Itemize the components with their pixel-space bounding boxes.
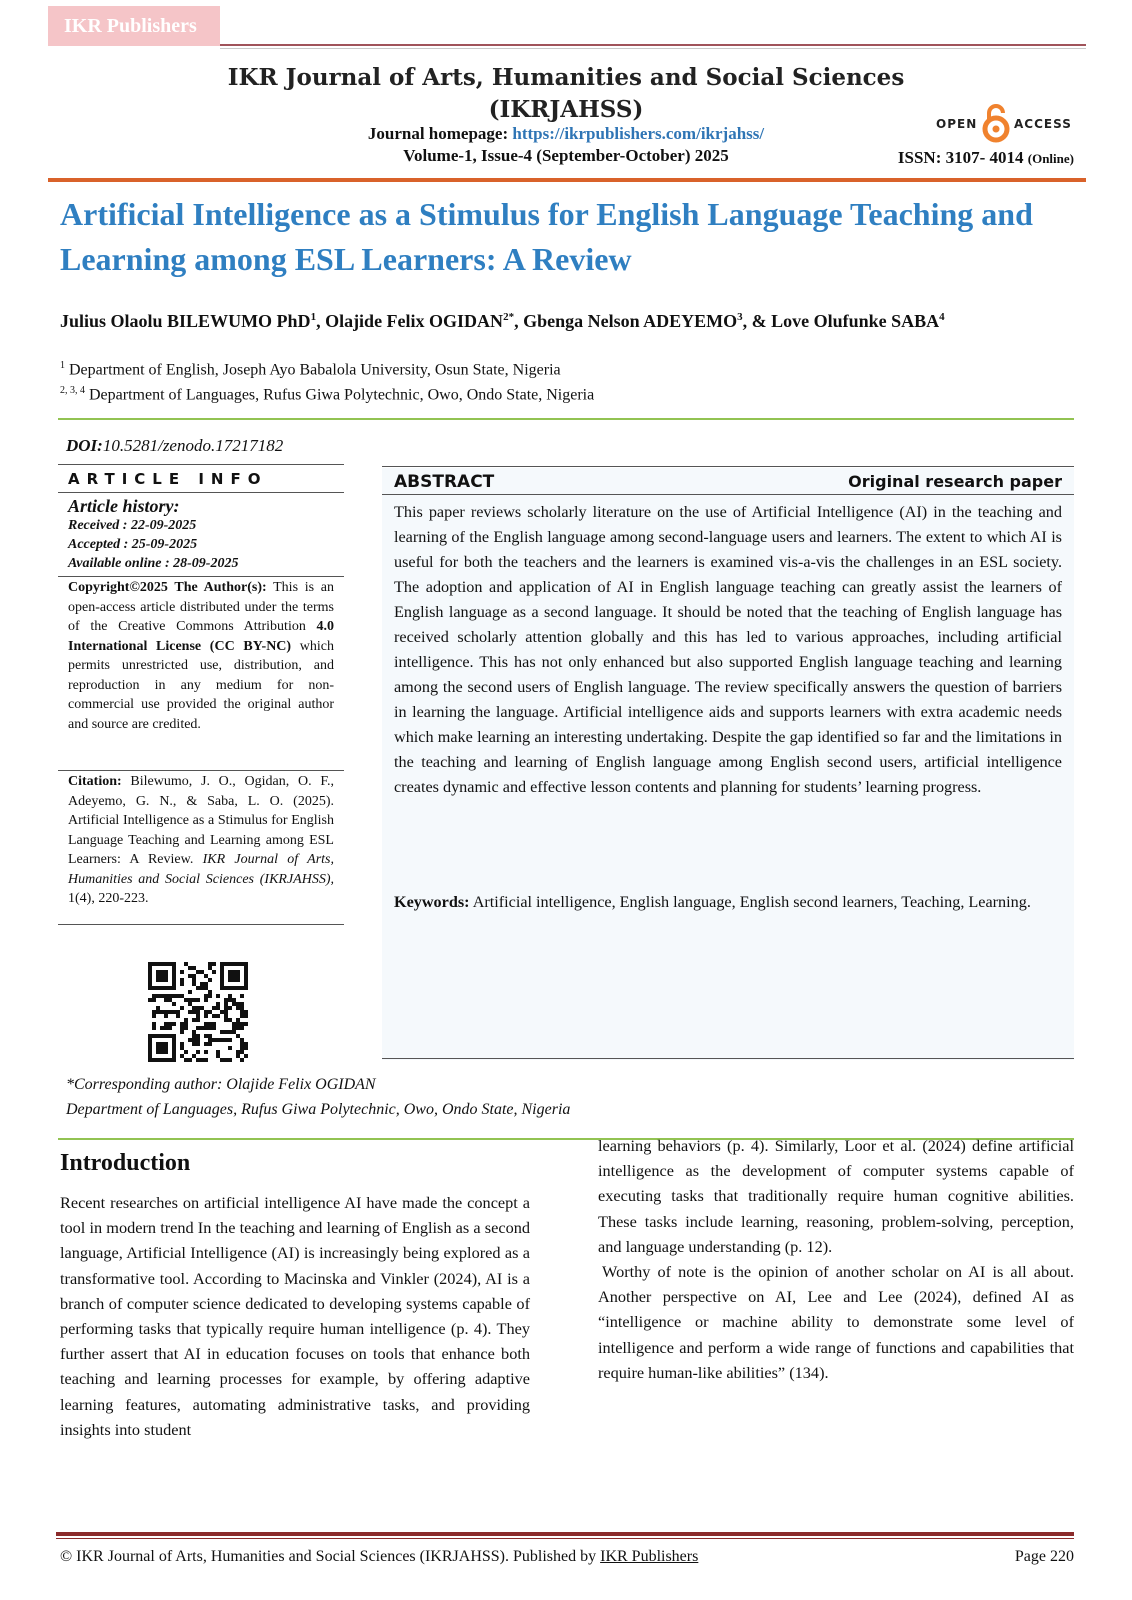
introduction-left-column: Recent researches on artificial intelligence AI have made the concept a tool in modern trend In the teaching and learning of English as a second language, Artificial Intelligence (AI) is increasingly being explored as a transformative tool. According to Macinska and Vinkler (2024), AI is a branch of computer science dedicated to developing systems capable of performing tasks that typically require human intelligence (p. 4). They further assert that AI in education focuses on tools that enhance both teaching and learning processes for example, by offering adaptive learning features, automating administrative tasks, and providing insights into student	[60, 1193, 530, 1439]
footer-rule	[56, 1532, 1074, 1536]
info-rule-top	[58, 464, 344, 465]
oa-access-text: ACCESS	[1014, 117, 1072, 131]
intro-paragraph: learning behaviors (p. 4). Similarly, Loor et al. (2024) define artificial intelligence as the development of computer systems capable of executing tasks that traditionally require human cognitive abilities. These tasks include learning, reasoning, problem-solving, perception, and language understanding (p. 12).	[598, 1136, 1074, 1256]
introduction-heading: Introduction	[60, 1150, 191, 1176]
footer-copyright: © IKR Journal of Arts, Humanities and Social Sciences (IKRJAHSS). Published by	[60, 1548, 597, 1565]
license-name: 4.0 International License (CC BY-NC)	[68, 619, 335, 654]
section-divider	[58, 418, 1074, 420]
author-name: Love Olufunke SABA	[771, 311, 940, 331]
doi-label: DOI:	[66, 436, 103, 455]
doi-value[interactable]: 10.5281/zenodo.17217182	[102, 436, 284, 455]
citation-text: Bilewumo, J. O., Ogidan, O. F., Adeyemo, G. N., & Saba, L. O. (2025). Artificial Intelligence as a Stimulus for English Language Teaching and Learning among ESL Learners: A Review.	[68, 774, 334, 867]
paper-type-label: Original research paper	[848, 472, 1062, 491]
issn	[898, 148, 1074, 168]
citation-journal: IKR Journal of Arts, Humanities and Social Sciences (IKRJAHSS),	[68, 852, 335, 887]
top-rule	[220, 44, 1086, 46]
abstract-text: This paper reviews scholarly literature on the use of Artificial Intelligence (AI) in the teaching and learning of the English language among second-language users and learners. The extent to which AI is useful for both the teachers and the learners is examined vis-a-vis the challenges in an ESL society. The adoption and application of AI in English language teaching can greatly assist the learners of English language as a second language. It should be noted that the teaching of English language has received scholarly attention globally and this has led to various approaches, including artificial intelligence. This has not only enhanced but also supported English language teaching and learning among the second users of English language. The review specifically answers the question of barriers in learning the language. Artificial intelligence aids and supports learners with extra academic needs which make learning an interesting undertaking. Despite the gap identified so far and the limitations in the teaching and learning of English language among English second users, artificial intelligence creates dynamic and effective lesson contents and planning for students’ learning progress.	[394, 503, 1062, 796]
keywords-label: Keywords:	[394, 893, 470, 911]
abstract-heading: ABSTRACT	[394, 472, 495, 492]
author-name: Julius Olaolu BILEWUMO PhD	[60, 311, 311, 331]
affiliation-1	[60, 360, 561, 379]
publisher-tab: IKR Publishers	[48, 6, 220, 46]
copyright-text-2: which permits unrestricted use, distribution, and reproduction in any medium for non-commercial use provided the original author and source are credited.	[68, 638, 334, 732]
issn-number: ISSN: 3107- 4014	[897, 148, 1024, 167]
author-sup: 1	[310, 311, 317, 323]
affiliation-2	[60, 385, 594, 404]
top-rule-thin	[220, 48, 1086, 49]
received-date: Received : 22-09-2025	[68, 518, 197, 533]
open-access-logo	[936, 103, 1076, 143]
affiliation-1-sup: 1	[60, 360, 65, 371]
keywords	[394, 890, 1062, 915]
copyright-notice	[68, 578, 334, 734]
author-name: Olajide Felix OGIDAN	[325, 311, 504, 331]
journal-title-line2: (IKRJAHSS)	[488, 96, 644, 123]
accepted-date: Accepted : 25-09-2025	[68, 537, 198, 552]
doi	[66, 436, 283, 456]
intro-paragraph: Worthy of note is the opinion of another scholar on AI is all about. Another perspective on AI, Lee and Lee (2024), defined AI as “intelligence or machine ability to demonstrate some level of intelligence and perform a wide range of functions and capabilities that require human-like abilities” (134).	[598, 1262, 1074, 1382]
author-sup: 4	[939, 311, 945, 323]
corresponding-author: *Corresponding author: Olajide Felix OGIDAN	[66, 1076, 376, 1093]
oa-open-text: OPEN	[936, 117, 978, 131]
citation-label: Citation:	[68, 774, 122, 789]
article-history-title: Article history:	[68, 496, 180, 516]
citation	[68, 772, 334, 909]
footer-rule-thin	[56, 1538, 1074, 1539]
affiliation-2-sup: 2, 3, 4	[60, 385, 85, 396]
info-rule-bottom	[58, 924, 344, 925]
introduction-right-column	[598, 1133, 1074, 1385]
info-rule	[58, 492, 344, 493]
homepage-link[interactable]: https://ikrpublishers.com/ikrjahss/	[512, 124, 765, 143]
author-list: Julius Olaolu BILEWUMO PhD$^1$, Olajide Felix $OGIDAN^{2*}$, Gbenga Nelson ADEYEMO$^3$, & Love Olufunke SABA$^4$	[60, 311, 945, 331]
open-access-lock-icon	[980, 103, 1012, 143]
affiliation-1-text: Department of English, Joseph Ayo Babalola University, Osun State, Nigeria	[69, 361, 561, 379]
journal-title-line1: IKR Journal of Arts, Humanities and Social Sciences	[227, 64, 905, 91]
abstract-rule	[382, 494, 1074, 495]
copyright-heading: Copyright©2025 The Author(s):	[68, 580, 267, 595]
article-info-heading: ARTICLE INFO	[68, 470, 268, 488]
issn-suffix: (Online)	[1027, 151, 1074, 166]
author-name: Gbenga Nelson ADEYEMO	[523, 311, 738, 331]
footer-text	[60, 1548, 698, 1566]
header-divider	[48, 178, 1086, 182]
page-number: Page 220	[1014, 1548, 1074, 1565]
footer-publisher-link[interactable]: IKR Publishers	[600, 1548, 699, 1565]
abstract-rule-top	[382, 466, 1074, 467]
info-rule	[58, 770, 344, 771]
volume-issue: Volume-1, Issue-4 (September-October) 2025	[403, 146, 729, 165]
article-title: Artificial Intelligence as a Stimulus for English Language Teaching and Learning among ESL Learners: A Review	[60, 196, 1033, 277]
author-sup: 3	[737, 311, 743, 323]
author-sup: 2*	[503, 311, 515, 323]
info-rule	[58, 576, 344, 577]
citation-pages: 1(4), 220-223.	[68, 891, 149, 906]
keywords-list: Artificial intelligence, English language, English second learners, Teaching, Learning.	[472, 893, 1031, 911]
available-online-date: Available online : 28-09-2025	[68, 556, 239, 571]
corresponding-affiliation: Department of Languages, Rufus Giwa Polytechnic, Owo, Ondo State, Nigeria	[66, 1101, 571, 1118]
qr-code[interactable]	[148, 962, 248, 1062]
affiliation-2-text: Department of Languages, Rufus Giwa Polytechnic, Owo, Ondo State, Nigeria	[89, 386, 595, 404]
homepage-label: Journal homepage:	[367, 124, 509, 143]
copyright-text: This is an open-access article distributed under the terms of the Creative Commons Attribution	[68, 580, 334, 634]
article-info-panel	[58, 464, 344, 944]
abstract-rule-bottom	[382, 1058, 1074, 1059]
